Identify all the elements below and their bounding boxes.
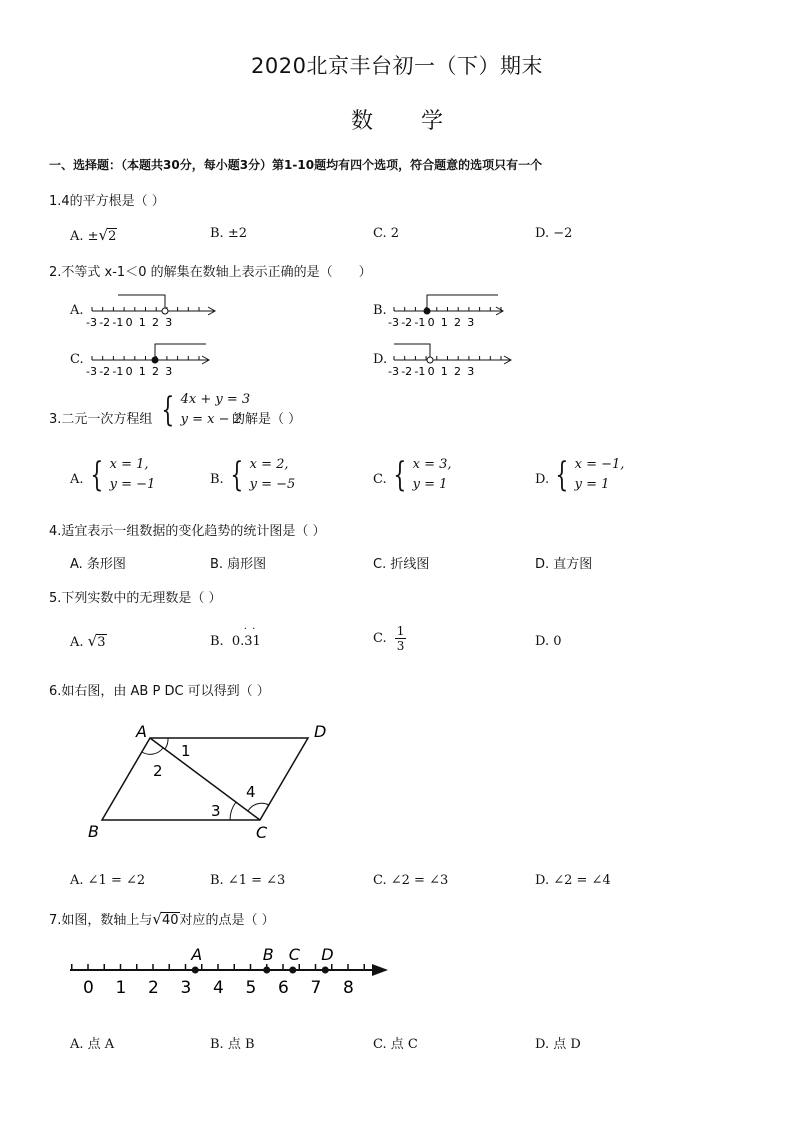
q5-stem: 5.下列实数中的无理数是（ ） [49, 591, 222, 606]
tick-label: 0 [125, 316, 133, 329]
q2-numberline-a [84, 290, 224, 330]
q1-option-a[interactable]: A. ±√2 [70, 226, 117, 244]
q1-option-b[interactable]: B. ±2 [210, 226, 247, 241]
point-b [263, 967, 270, 974]
tick-label: 1 [138, 316, 146, 329]
point-label-c: C [288, 945, 300, 964]
q7-option-d[interactable]: D. 点 D [535, 1037, 581, 1052]
q6-option-c[interactable]: C. ∠2 = ∠3 [373, 873, 449, 888]
q2-option-d[interactable]: D. [373, 352, 388, 367]
subject-title [0, 104, 794, 135]
tick-label: -1 [112, 316, 124, 329]
tick-label: 3 [467, 365, 475, 378]
tick-label: -1 [414, 365, 426, 378]
subject-char-1: 数 [350, 109, 373, 134]
q3-option-a[interactable]: { x = 1, y = −1 [90, 455, 156, 495]
tick-label: 2 [152, 365, 159, 378]
q2-numberline-d [386, 339, 526, 379]
q3-option-b-label[interactable]: B. [210, 472, 224, 487]
q3-option-c[interactable]: { x = 3, y = 1 [393, 455, 452, 495]
q2-option-a[interactable]: A. [70, 303, 84, 318]
q1-option-c[interactable]: C. 2 [373, 226, 400, 241]
q5-option-d[interactable]: D. 0 [535, 634, 562, 649]
q3-stem-prefix: 3.二元一次方程组 [49, 412, 153, 427]
tick-label: 2 [454, 316, 461, 329]
tick-label: 7 [310, 978, 322, 998]
tick-label: 3 [180, 978, 192, 998]
point-c [289, 967, 296, 974]
q3-stem-suffix: 的解是（ ） [232, 412, 302, 427]
tick-label: 2 [454, 365, 461, 378]
tick-label: 1 [440, 316, 448, 329]
tick-label: -3 [388, 316, 399, 329]
tick-label: 8 [343, 978, 354, 998]
q6-angle-2: 2 [153, 762, 163, 780]
tick-label: -3 [86, 365, 97, 378]
tick-label: 0 [83, 978, 94, 998]
tick-label: 3 [467, 316, 475, 329]
q2-option-b[interactable]: B. [373, 303, 387, 318]
tick-label: -2 [99, 365, 111, 378]
q3-system: { 4x + y = 3 y = x − 2 [161, 390, 251, 430]
q4-option-d[interactable]: D. 直方图 [535, 557, 593, 572]
section-heading: 一、选择题：（本题共30分，每小题3分）第1-10题均有四个选项，符合题意的选项只有一个 [49, 158, 543, 172]
q6-label-b: B [88, 822, 99, 841]
subject-char-2: 学 [421, 109, 444, 134]
point-label-b: B [262, 945, 274, 964]
tick-label: 5 [245, 978, 257, 998]
tick-label: -2 [401, 365, 413, 378]
tick-label: 6 [278, 978, 289, 998]
q1-stem: 1.4的平方根是（ ） [49, 194, 165, 209]
exam-title: 2020北京丰台初一（下）期末 [251, 54, 543, 78]
tick-label: -1 [112, 365, 124, 378]
tick-label: 3 [165, 316, 173, 329]
tick-label: 3 [165, 365, 173, 378]
q2-stem: 2.不等式 x-1＜0 的解集在数轴上表示正确的是（ ） [49, 265, 372, 280]
point-a [192, 967, 199, 974]
q2-option-c[interactable]: C. [70, 352, 84, 367]
q7-option-c[interactable]: C. 点 C [373, 1037, 418, 1052]
q6-option-a[interactable]: A. ∠1 = ∠2 [70, 873, 146, 888]
tick-label: -2 [99, 316, 111, 329]
point-d [322, 967, 329, 974]
q6-option-d[interactable]: D. ∠2 = ∠4 [535, 873, 611, 888]
tick-label: -1 [414, 316, 426, 329]
tick-label: 1 [115, 978, 127, 998]
q1-option-d[interactable]: D. −2 [535, 226, 573, 241]
q6-label-c: C [256, 823, 268, 842]
tick-label: 0 [427, 365, 435, 378]
q7-option-b[interactable]: B. 点 B [210, 1037, 255, 1052]
q7-stem: 7.如图，数轴上与√40对应的点是（ ） [49, 910, 275, 928]
q3-option-d-label[interactable]: D. [535, 472, 550, 487]
q7-numberline [66, 940, 396, 1000]
tick-label: 4 [213, 978, 224, 998]
q5-repeat-dots: · · [243, 624, 257, 635]
q4-option-a[interactable]: A. 条形图 [70, 557, 126, 572]
q3-eq1: 4x + y = 3 [180, 392, 251, 407]
q4-stem: 4.适宜表示一组数据的变化趋势的统计图是（ ） [49, 524, 326, 539]
q6-angle-3: 3 [211, 802, 221, 820]
q5-option-a[interactable]: A. √3 [70, 632, 106, 650]
q5-option-b[interactable]: B. · · 0.31 [210, 624, 261, 649]
tick-label: -2 [401, 316, 413, 329]
q6-parallelogram-figure [80, 715, 340, 845]
q5-option-c[interactable]: C. $\frac{1}{3}$ [373, 624, 405, 653]
point-label-d: D [321, 945, 334, 964]
q2-numberline-b [386, 290, 526, 330]
q3-option-c-label[interactable]: C. [373, 472, 387, 487]
q4-option-b[interactable]: B. 扇形图 [210, 557, 267, 572]
q2-numberline-c [84, 339, 224, 379]
q6-label-d: D [314, 722, 327, 741]
tick-label: 2 [152, 316, 159, 329]
tick-label: -3 [86, 316, 97, 329]
q4-option-c[interactable]: C. 折线图 [373, 557, 430, 572]
tick-label: 1 [440, 365, 448, 378]
point-label-a: A [191, 945, 203, 964]
tick-label: -3 [388, 365, 399, 378]
tick-label: 0 [125, 365, 133, 378]
q3-option-a-label[interactable]: A. [70, 472, 84, 487]
q6-angle-1: 1 [181, 742, 191, 760]
q6-option-b[interactable]: B. ∠1 = ∠3 [210, 873, 286, 888]
q6-stem: 6.如右图，由 AB P DC 可以得到（ ） [49, 684, 270, 699]
q6-angle-4: 4 [246, 783, 256, 801]
q3-option-b[interactable]: { x = 2, y = −5 [230, 455, 296, 495]
q7-option-a[interactable]: A. 点 A [70, 1037, 115, 1052]
tick-label: 1 [138, 365, 146, 378]
tick-label: 2 [148, 978, 159, 998]
tick-label: 0 [427, 316, 435, 329]
q3-option-d[interactable]: { x = −1, y = 1 [555, 455, 625, 495]
q3-eq2: y = x − 2 [180, 412, 242, 427]
q6-label-a: A [136, 722, 147, 741]
q5-repeating-decimal: 0.31 [231, 634, 261, 649]
